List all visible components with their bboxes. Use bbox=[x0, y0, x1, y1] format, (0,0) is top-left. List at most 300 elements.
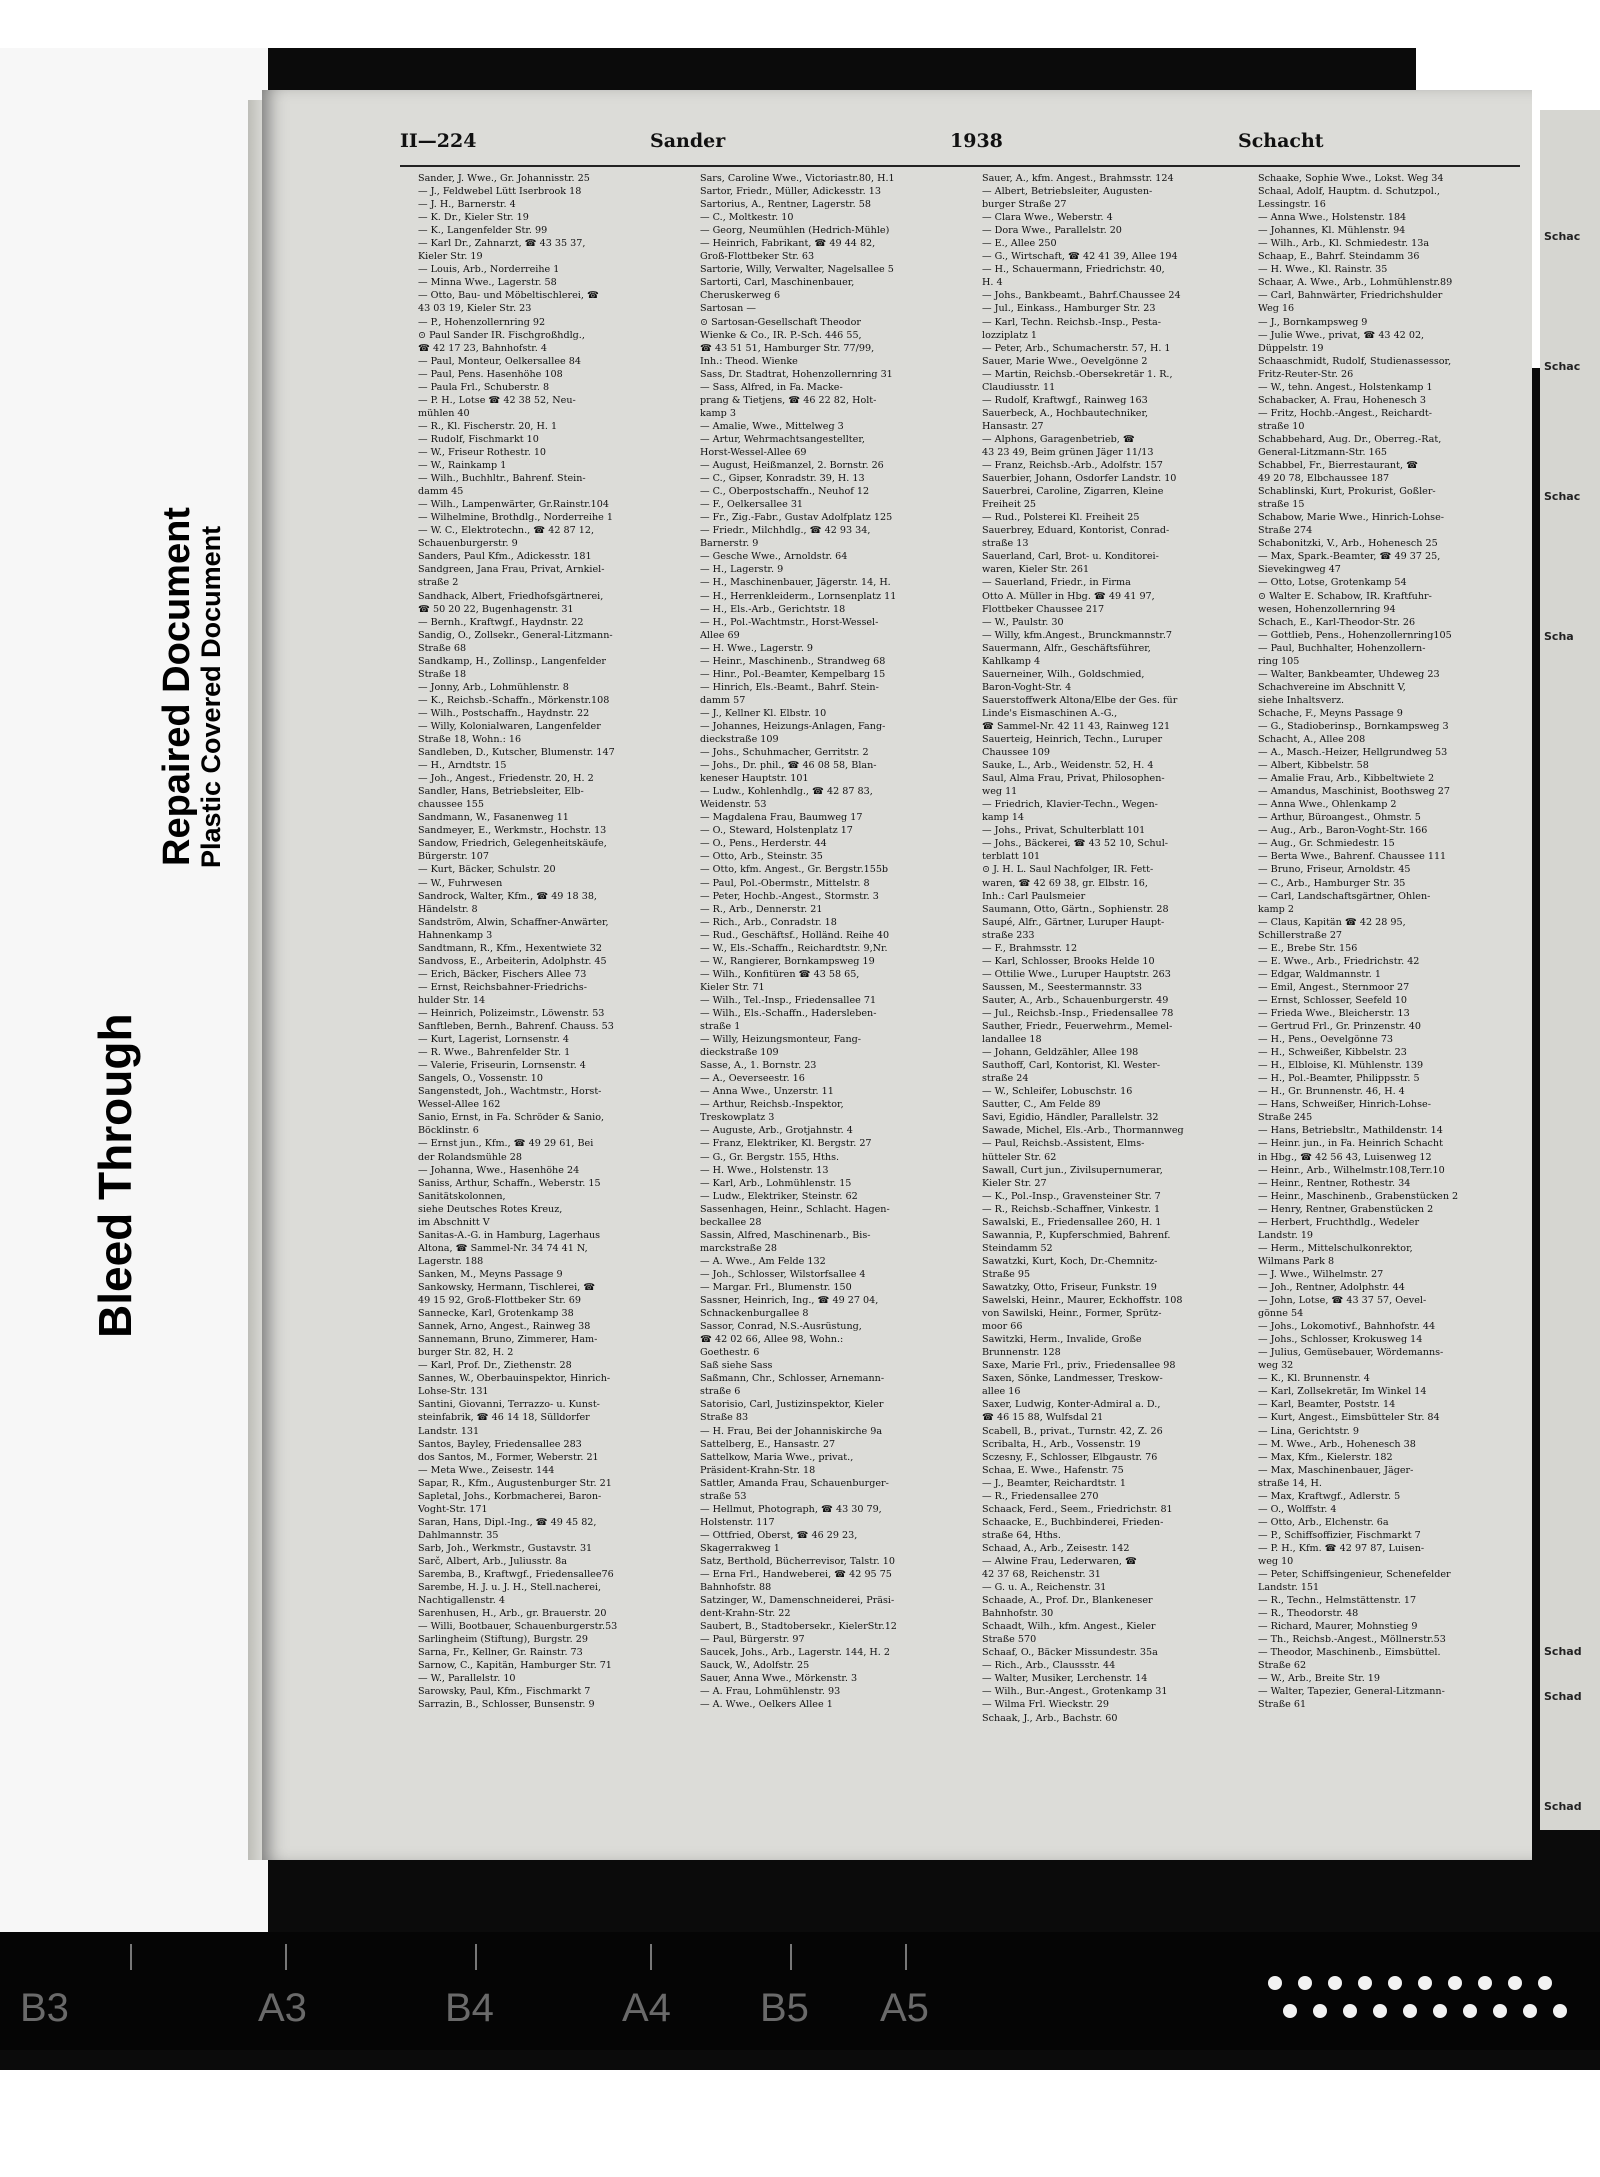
directory-entry-line: Sauther, Friedr., Feuerwehrm., Memel- bbox=[982, 1021, 1173, 1033]
directory-entry-line: Sangenstedt, Joh., Wachtmstr., Horst- bbox=[418, 1086, 602, 1098]
directory-entry-line: — Max, Kraftwgf., Adlerstr. 5 bbox=[1258, 1490, 1401, 1502]
directory-entry-line: — Fritz, Hochb.-Angest., Reichardt- bbox=[1258, 407, 1433, 419]
directory-entry-line: straße 6 bbox=[700, 1386, 741, 1398]
directory-entry-line: — Kurt, Angest., Eimsbütteler Str. 84 bbox=[1258, 1412, 1440, 1424]
directory-entry-line: — A. Wwe., Oelkers Allee 1 bbox=[700, 1699, 833, 1711]
directory-entry-line: Otto A. Müller in Hbg. ☎ 49 41 97, bbox=[982, 590, 1155, 602]
directory-entry-line: Altona, ☎ Sammel-Nr. 34 74 41 N, bbox=[418, 1242, 588, 1254]
directory-entry-line: — Willy, kfm.Angest., Brunckmannstr.7 bbox=[982, 629, 1172, 641]
directory-entry-line: Sapletal, Johs., Korbmacherei, Baron- bbox=[418, 1490, 602, 1502]
directory-entry-line: Schnackenburgallee 8 bbox=[700, 1308, 809, 1320]
directory-entry-line: — Heinr., Maschinenb., Strandweg 68 bbox=[700, 655, 886, 667]
ruler-tick bbox=[790, 1944, 792, 1970]
directory-entry-line: — Paul, Reichsb.-Assistent, Elms- bbox=[982, 1138, 1145, 1150]
directory-entry-line: ☎ 42 17 23, Bahnhofstr. 4 bbox=[418, 342, 547, 354]
directory-entry-line: siehe Deutsches Rotes Kreuz, bbox=[418, 1203, 563, 1215]
directory-entry-line: ring 105 bbox=[1258, 655, 1300, 667]
directory-entry-line: lozziplatz 1 bbox=[982, 329, 1038, 341]
directory-entry-line: — Sauerland, Friedr., in Firma bbox=[982, 577, 1131, 589]
directory-entry-line: — Ernst jun., Kfm., ☎ 49 29 61, Bei bbox=[418, 1138, 594, 1150]
directory-entry-line: — K., Kl. Brunnenstr. 4 bbox=[1258, 1373, 1370, 1385]
next-page-word: Schac bbox=[1544, 490, 1581, 503]
directory-entry-line: Sander, J. Wwe., Gr. Johannisstr. 25 bbox=[418, 173, 590, 184]
directory-entry-line: — Heinr., Maschinenb., Grabenstücken 2 bbox=[1258, 1190, 1459, 1202]
directory-entry-line: — H. Wwe., Kl. Rainstr. 35 bbox=[1258, 264, 1388, 276]
directory-entry-line: — G. u. A., Reichenstr. 31 bbox=[982, 1582, 1107, 1594]
directory-entry-line: Händelstr. 8 bbox=[418, 903, 478, 915]
directory-entry-line: — G., Gr. Bergstr. 155, Hths. bbox=[700, 1151, 840, 1163]
directory-entry-line: — H., Schauermann, Friedrichstr. 40, bbox=[982, 264, 1165, 276]
directory-entry-line: — Herbert, Fruchthdlg., Wedeler bbox=[1258, 1216, 1420, 1228]
directory-entry-line: Sawatzki, Kurt, Koch, Dr.-Chemnitz- bbox=[982, 1255, 1158, 1267]
directory-entry-line: Sandtmann, R., Kfm., Hexentwiete 32 bbox=[418, 942, 602, 954]
directory-entry-line: Sartorti, Carl, Maschinenbauer, bbox=[700, 277, 855, 289]
directory-entry-line: — Johs., Schuhmacher, Gerritstr. 2 bbox=[700, 747, 869, 759]
directory-entry-line: — Peter, Hochb.-Angest., Stormstr. 3 bbox=[700, 890, 879, 902]
directory-entry-line: Sauer, A., kfm. Angest., Brahmsstr. 124 bbox=[982, 173, 1174, 184]
directory-entry-line: — Otto, Arb., Elchenstr. 6a bbox=[1258, 1516, 1389, 1528]
directory-entry-line: — Walter, Tapezier, General-Litzmann- bbox=[1258, 1686, 1445, 1698]
directory-entry-line: — Theodor, Maschinenb., Eimsbüttel. bbox=[1258, 1647, 1441, 1659]
directory-entry-line: — Jul., Einkass., Hamburger Str. 23 bbox=[982, 303, 1156, 315]
directory-entry-line: Sartor, Friedr., Müller, Adickesstr. 13 bbox=[700, 186, 881, 198]
directory-entry-line: — A., Masch.-Heizer, Hellgrundweg 53 bbox=[1258, 747, 1448, 759]
directory-entry-line: Saumann, Otto, Gärtn., Sophienstr. 28 bbox=[982, 903, 1169, 915]
directory-entry-line: — Gertrud Frl., Gr. Prinzenstr. 40 bbox=[1258, 1021, 1421, 1033]
directory-entry-line: Straße 274 bbox=[1258, 525, 1313, 537]
directory-entry-line: Lagerstr. 188 bbox=[418, 1255, 484, 1267]
directory-entry-line: — H., Pol.-Beamter, Philippsstr. 5 bbox=[1258, 1073, 1420, 1085]
directory-entry-line: — O., Wolffstr. 4 bbox=[1258, 1503, 1337, 1515]
directory-entry-line: — Jonny, Arb., Lohmühlenstr. 8 bbox=[418, 681, 569, 693]
directory-entry-line: Sanio, Ernst, in Fa. Schröder & Sanio, bbox=[418, 1112, 605, 1124]
directory-entry-line: 49 15 92, Groß-Flottbeker Str. 69 bbox=[418, 1295, 581, 1307]
directory-entry-line: Sauerstoffwerk Altona/Elbe der Ges. für bbox=[982, 694, 1178, 706]
directory-entry-line: straße 14, H. bbox=[1258, 1477, 1322, 1489]
directory-entry-line: — Walter, Bankbeamter, Uhdeweg 23 bbox=[1258, 668, 1440, 680]
ruler-label: A5 bbox=[880, 1986, 929, 2030]
directory-entry-line: Saxer, Ludwig, Konter-Admiral a. D., bbox=[982, 1399, 1161, 1411]
directory-entry-line: — Karl, Techn. Reichsb.-Insp., Pesta- bbox=[982, 316, 1161, 328]
directory-entry-line: Sievekingweg 47 bbox=[1258, 564, 1341, 576]
directory-entry-line: — Otto, Arb., Steinstr. 35 bbox=[700, 851, 823, 863]
next-page-word: Scha bbox=[1544, 630, 1574, 643]
directory-entry-line: — Wilhelmine, Brothdlg., Norderreihe 1 bbox=[418, 512, 613, 524]
directory-entry-line: — Alphons, Garagenbetrieb, ☎ bbox=[982, 433, 1135, 445]
directory-entry-line: Sandvoss, E., Arbeiterin, Adolphstr. 45 bbox=[418, 955, 607, 967]
directory-entry-line: ⊙ J. H. L. Saul Nachfolger, IR. Fett- bbox=[982, 864, 1154, 876]
directory-entry-line: Schaack, Ferd., Seem., Friedrichstr. 81 bbox=[982, 1503, 1173, 1515]
directory-entry-line: — W., Els.-Schaffn., Reichardtstr. 9,Nr. bbox=[700, 942, 888, 954]
directory-entry-line: Wilmans Park 8 bbox=[1258, 1255, 1335, 1267]
directory-entry-line: Schaad, A., Arb., Zeisestr. 142 bbox=[982, 1542, 1130, 1554]
directory-entry-line: Dahlmannstr. 35 bbox=[418, 1529, 499, 1541]
directory-entry-line: Sarb, Joh., Werkmstr., Gustavstr. 31 bbox=[418, 1542, 593, 1554]
directory-entry-line: Sarembe, H. J. u. J. H., Stell.nacherei, bbox=[418, 1582, 602, 1594]
directory-entry-line: — Berta Wwe., Bahrenf. Chaussee 111 bbox=[1258, 851, 1447, 863]
directory-entry-line: — Johannes, Heizungs-Anlagen, Fang- bbox=[700, 720, 886, 732]
directory-entry-line: — Peter, Arb., Schumacherstr. 57, H. 1 bbox=[982, 342, 1171, 354]
directory-entry-line: Landstr. 19 bbox=[1258, 1229, 1314, 1241]
directory-entry-line: — Henry, Rentner, Grabenstücken 2 bbox=[1258, 1203, 1434, 1215]
directory-entry-line: Kahlkamp 4 bbox=[982, 655, 1041, 667]
directory-entry-line: Sangels, O., Vossenstr. 10 bbox=[418, 1073, 543, 1085]
directory-entry-line: wesen, Hohenzollernring 94 bbox=[1258, 603, 1396, 615]
directory-entry-line: — Georg, Neumühlen (Hedrich-Mühle) bbox=[700, 225, 890, 237]
repaired-document-label: Repaired Document bbox=[156, 507, 198, 866]
directory-entry-line: — K. Dr., Kieler Str. 19 bbox=[418, 212, 529, 224]
directory-entry-line: Sannemann, Bruno, Zimmerer, Ham- bbox=[418, 1334, 598, 1346]
directory-entry-line: — Amalie, Wwe., Mittelweg 3 bbox=[700, 420, 844, 432]
directory-entry-line: Schaacke, E., Buchbinderei, Frieden- bbox=[982, 1516, 1164, 1528]
directory-entry-line: — Ottfried, Oberst, ☎ 46 29 23, bbox=[700, 1529, 858, 1541]
directory-entry-line: — Th., Reichsb.-Angest., Möllnerstr.53 bbox=[1258, 1634, 1446, 1646]
directory-entry-line: — W., Paulstr. 30 bbox=[982, 616, 1064, 628]
directory-entry-line: Hansastr. 27 bbox=[982, 420, 1044, 432]
directory-entry-line: — Ludw., Kohlenhdlg., ☎ 42 87 83, bbox=[700, 786, 873, 798]
directory-entry-line: Sannecke, Karl, Grotenkamp 38 bbox=[418, 1308, 574, 1320]
directory-entry-line: — Heinrich, Polizeimstr., Löwenstr. 53 bbox=[418, 1008, 605, 1019]
directory-entry-line: Straße 68 bbox=[418, 642, 467, 654]
directory-entry-line: Nachtigallenstr. 4 bbox=[418, 1595, 505, 1607]
directory-entry-line: beckallee 28 bbox=[700, 1216, 762, 1228]
directory-entry-line: Bahnhofstr. 30 bbox=[982, 1608, 1054, 1620]
directory-entry-line: Bahnhofstr. 88 bbox=[700, 1582, 772, 1594]
next-page-fragment bbox=[1540, 110, 1600, 1830]
next-page-word: Schad bbox=[1544, 1690, 1582, 1703]
color-target-dots bbox=[1258, 1970, 1588, 2030]
directory-entry-line: — H., Pens., Oevelgönne 73 bbox=[1258, 1034, 1394, 1046]
directory-entry-line: — Lina, Gerichtstr. 9 bbox=[1258, 1425, 1359, 1437]
directory-entry-line: — R., Kl. Fischerstr. 20, H. 1 bbox=[418, 420, 558, 432]
directory-entry-line: — Erna Frl., Handweberei, ☎ 42 95 75 bbox=[700, 1569, 892, 1581]
directory-entry-line: Fritz-Reuter-Str. 26 bbox=[1258, 368, 1354, 380]
directory-entry-line: Barnerstr. 9 bbox=[700, 538, 759, 550]
directory-entry-line: Holstenstr. 117 bbox=[700, 1516, 775, 1528]
directory-entry-line: — Hellmut, Photograph, ☎ 43 30 79, bbox=[700, 1503, 882, 1515]
directory-entry-line: — Wilh., Arb., Kl. Schmiedestr. 13a bbox=[1258, 238, 1430, 250]
directory-entry-line: Sawall, Curt jun., Zivilsupernumerar, bbox=[982, 1164, 1163, 1176]
directory-entry-line: Sasse, A., 1. Bornstr. 23 bbox=[700, 1060, 817, 1072]
directory-entry-line: — Max, Spark.-Beamter, ☎ 49 37 25, bbox=[1258, 551, 1441, 563]
directory-entry-line: Sawade, Michel, Els.-Arb., Thormannweg bbox=[982, 1125, 1184, 1137]
directory-entry-line: — Paul, Bürgerstr. 97 bbox=[700, 1634, 805, 1646]
directory-entry-line: straße 64, Hths. bbox=[982, 1529, 1061, 1541]
directory-entry-line: — J., Kellner Kl. Elbstr. 10 bbox=[700, 707, 827, 719]
directory-entry-line: — Wilh., Buchhltr., Bahrenf. Stein- bbox=[418, 473, 586, 485]
directory-entry-line: Saupé, Alfr., Gärtner, Luruper Haupt- bbox=[982, 916, 1165, 928]
directory-entry-line: Goethestr. 6 bbox=[700, 1347, 760, 1359]
directory-entry-line: — Johs., Dr. phil., ☎ 46 08 58, Blan- bbox=[700, 760, 877, 772]
ruler-tick bbox=[650, 1944, 652, 1970]
directory-entry-line: — Kurt, Bäcker, Schulstr. 20 bbox=[418, 864, 556, 876]
directory-entry-line: Hahnenkamp 3 bbox=[418, 929, 493, 941]
directory-entry-line: ☎ 43 51 51, Hamburger Str. 77/99, bbox=[700, 342, 875, 354]
condition-labels bbox=[88, 378, 288, 1358]
directory-entry-line: — W., Rangierer, Bornkampsweg 19 bbox=[700, 955, 875, 967]
directory-entry-line: Scabell, B., privat., Turnstr. 42, Z. 26 bbox=[982, 1425, 1163, 1437]
directory-entry-line: Sassin, Alfred, Maschinenarb., Bis- bbox=[700, 1229, 871, 1241]
directory-entry-line: — Artur, Wehrmachtsangestellter, bbox=[700, 433, 865, 445]
page-number: II—224 bbox=[400, 130, 477, 152]
directory-entry-line: — Rich., Arb., Conradstr. 18 bbox=[700, 916, 837, 928]
directory-entry-line: ☎ Sammel-Nr. 42 11 43, Rainweg 121 bbox=[982, 720, 1171, 732]
directory-entry-line: — H., Herrenkleiderm., Lornsenplatz 11 bbox=[700, 590, 897, 602]
directory-entry-line: — W. C., Elektrotechn., ☎ 42 87 12, bbox=[418, 525, 595, 537]
directory-entry-line: — W., Fuhrwesen bbox=[418, 877, 503, 889]
directory-entry-line: — H., Lagerstr. 9 bbox=[700, 564, 784, 576]
directory-entry-line: — Otto, Lotse, Grotenkamp 54 bbox=[1258, 577, 1407, 589]
directory-entry-line: Schach, E., Karl-Theodor-Str. 26 bbox=[1258, 616, 1416, 628]
directory-entry-line: — Friedr., Milchhdlg., ☎ 42 93 34, bbox=[700, 525, 871, 537]
directory-entry-line: — Johannes, Kl. Mühlenstr. 94 bbox=[1258, 225, 1406, 237]
directory-entry-line: Sawatzky, Otto, Friseur, Funkstr. 19 bbox=[982, 1281, 1157, 1293]
directory-entry-line: — Arthur, Büroangest., Ohmstr. 5 bbox=[1258, 812, 1421, 824]
directory-entry-line: Kieler Str. 71 bbox=[700, 981, 765, 993]
directory-entry-line: Straße 83 bbox=[700, 1412, 749, 1424]
directory-entry-line: — G., Wirtschaft, ☎ 42 41 39, Allee 194 bbox=[982, 251, 1178, 263]
directory-entry-line: Landstr. 151 bbox=[1258, 1582, 1320, 1594]
directory-entry-line: Sars, Caroline Wwe., Victoriastr.80, H.1 bbox=[700, 173, 895, 184]
directory-entry-line: Inh.: Theod. Wienke bbox=[700, 355, 798, 367]
directory-entry-line: waren, Kieler Str. 261 bbox=[982, 564, 1090, 576]
directory-entry-line: Saubert, B., Stadtobersekr., KielerStr.12 bbox=[700, 1621, 897, 1633]
directory-entry-line: — H., Arndtstr. 15 bbox=[418, 760, 507, 772]
directory-entry-line: Schaar, A. Wwe., Arb., Lohmühlenstr.89 bbox=[1258, 277, 1453, 289]
directory-entry-line: — Wilh., Bur.-Angest., Grotenkamp 31 bbox=[982, 1686, 1168, 1698]
directory-entry-line: — Fr., Zig.-Fabr., Gustav Adolfplatz 125 bbox=[700, 512, 893, 524]
directory-entry-line: Saran, Hans, Dipl.-Ing., ☎ 49 45 82, bbox=[418, 1516, 597, 1528]
ruler-label: B4 bbox=[445, 1986, 494, 2030]
directory-entry-line: — Johann, Geldzähler, Allee 198 bbox=[982, 1047, 1139, 1059]
directory-entry-line: — Carl, Landschaftsgärtner, Ohlen- bbox=[1258, 890, 1431, 902]
directory-entry-line: Sass, Dr. Stadtrat, Hohenzollernring 31 bbox=[700, 368, 893, 380]
directory-entry-line: kamp 2 bbox=[1258, 903, 1294, 915]
directory-entry-line: — Wilh., Lampenwärter, Gr.Rainstr.104 bbox=[418, 499, 609, 511]
directory-entry-line: — Richard, Maurer, Mohnstieg 9 bbox=[1258, 1621, 1418, 1633]
directory-entry-line: Sauerbeck, A., Hochbautechniker, bbox=[982, 407, 1149, 419]
directory-entry-line: Sankowsky, Hermann, Tischlerei, ☎ bbox=[418, 1281, 596, 1293]
directory-entry-line: Schillerstraße 27 bbox=[1258, 929, 1343, 941]
directory-entry-line: — J., Feldwebel Lütt Iserbrook 18 bbox=[418, 186, 582, 198]
directory-entry-line: — Clara Wwe., Weberstr. 4 bbox=[982, 212, 1113, 224]
directory-entry-line: Flottbeker Chaussee 217 bbox=[982, 603, 1105, 615]
directory-entry-line: — C., Oberpostschaffn., Neuhof 12 bbox=[700, 486, 870, 498]
directory-entry-line: Sarrazin, B., Schlosser, Bunsenstr. 9 bbox=[418, 1699, 595, 1711]
directory-entry-line: — Anna Wwe., Ohlenkamp 2 bbox=[1258, 799, 1397, 811]
directory-entry-line: ⊙ Paul Sander IR. Fischgroßhdlg., bbox=[418, 329, 585, 341]
directory-entry-line: Sandrock, Walter, Kfm., ☎ 49 18 38, bbox=[418, 890, 597, 902]
directory-entry-line: Straße 61 bbox=[1258, 1699, 1307, 1711]
directory-entry-line: Präsident-Krahn-Str. 18 bbox=[700, 1464, 816, 1476]
directory-entry-line: — Ernst, Schlosser, Seefeld 10 bbox=[1258, 994, 1408, 1006]
directory-entry-line: 43 03 19, Kieler Str. 23 bbox=[418, 303, 532, 315]
directory-entry-line: Schabbel, Fr., Bierrestaurant, ☎ bbox=[1258, 460, 1419, 472]
directory-entry-line: ⊙ Sartosan-Gesellschaft Theodor bbox=[700, 316, 861, 328]
directory-entry-line: Sanftleben, Bernh., Bahrenf. Chauss. 53 bbox=[418, 1021, 614, 1033]
directory-entry-line: — Karl, Beamter, Poststr. 14 bbox=[1258, 1399, 1396, 1411]
directory-entry-line: landallee 18 bbox=[982, 1034, 1042, 1046]
directory-entry-line: Sawannia, P., Kupferschmied, Bahrenf. bbox=[982, 1229, 1171, 1241]
directory-entry-line: — Heinr. jun., in Fa. Heinrich Schacht bbox=[1258, 1138, 1443, 1150]
directory-entry-line: Claudiusstr. 11 bbox=[982, 381, 1056, 393]
directory-entry-line: mühlen 40 bbox=[418, 407, 470, 419]
directory-entry-line: — P. H., Kfm. ☎ 42 97 87, Luisen- bbox=[1258, 1542, 1425, 1554]
directory-entry-line: Sartorie, Willy, Verwalter, Nagelsallee 5 bbox=[700, 264, 894, 276]
directory-entry-line: Sandmann, W., Fasanenweg 11 bbox=[418, 812, 569, 824]
directory-entry-line: weg 32 bbox=[1258, 1360, 1294, 1372]
directory-entry-line: Schablinski, Kurt, Prokurist, Goßler- bbox=[1258, 486, 1436, 498]
directory-entry-line: in Hbg., ☎ 42 56 43, Luisenweg 12 bbox=[1258, 1151, 1432, 1163]
directory-entry-line: ⊙ Walter E. Schabow, IR. Kraftfuhr- bbox=[1258, 590, 1432, 602]
directory-entry-line: Straße 18, Wohn.: 16 bbox=[418, 734, 522, 746]
directory-entry-line: — Kurt, Lagerist, Lornsenstr. 4 bbox=[418, 1034, 569, 1046]
directory-entry-line: Saßmann, Chr., Schlosser, Arnemann- bbox=[700, 1373, 885, 1385]
ruler-tick bbox=[475, 1944, 477, 1970]
entry-column-1 bbox=[418, 172, 698, 1712]
directory-entry-line: hütteler Str. 62 bbox=[982, 1151, 1057, 1163]
directory-entry-line: — Aug., Arb., Baron-Voght-Str. 166 bbox=[1258, 825, 1428, 837]
plastic-covered-label: Plastic Covered Document bbox=[196, 525, 226, 868]
directory-entry-line: Saucek, Johs., Arb., Lagerstr. 144, H. 2 bbox=[700, 1647, 890, 1659]
ruler-label: B5 bbox=[760, 1986, 809, 2030]
directory-entry-line: — Otto, Bau- und Möbeltischlerei, ☎ bbox=[418, 290, 599, 302]
directory-entry-line: — Wilh., Els.-Schaffn., Hadersleben- bbox=[700, 1008, 877, 1019]
directory-entry-line: — A. Frau, Lohmühlenstr. 93 bbox=[700, 1686, 841, 1698]
directory-entry-line: — C., Gipser, Konradstr. 39, H. 13 bbox=[700, 473, 865, 485]
directory-entry-line: Sandström, Alwin, Schaffner-Anwärter, bbox=[418, 916, 609, 928]
directory-entry-line: weg 10 bbox=[1258, 1555, 1294, 1567]
directory-entry-line: — Ottilie Wwe., Luruper Hauptstr. 263 bbox=[982, 968, 1171, 980]
directory-entry-line: damm 57 bbox=[700, 694, 746, 706]
directory-entry-line: — Auguste, Arb., Grotjahnstr. 4 bbox=[700, 1125, 853, 1137]
directory-entry-line: — Minna Wwe., Lagerstr. 58 bbox=[418, 277, 557, 289]
directory-entry-line: — Hans, Betriebsltr., Mathildenstr. 14 bbox=[1258, 1125, 1443, 1137]
bleed-through-label: Bleed Through bbox=[89, 1013, 141, 1338]
directory-entry-line: — O., Steward, Holstenplatz 17 bbox=[700, 825, 853, 837]
directory-entry-line: Sauerland, Carl, Brot- u. Konditorei- bbox=[982, 551, 1159, 563]
directory-entry-line: straße 15 bbox=[1258, 499, 1305, 511]
directory-entry-line: Schaa, E. Wwe., Hafenstr. 75 bbox=[982, 1464, 1124, 1476]
ruler-tick bbox=[130, 1944, 132, 1970]
ruler-label: A4 bbox=[622, 1986, 671, 2030]
directory-entry-line: — Joh., Angest., Friedenstr. 20, H. 2 bbox=[418, 773, 594, 785]
directory-entry-line: straße 2 bbox=[418, 577, 459, 589]
directory-entry-line: Sandow, Friedrich, Gelegenheitskäufe, bbox=[418, 838, 607, 850]
directory-entry-line: burger Str. 82, H. 2 bbox=[418, 1347, 514, 1359]
directory-entry-line: — Willy, Heizungsmonteur, Fang- bbox=[700, 1034, 862, 1046]
entry-column-3 bbox=[982, 172, 1262, 1725]
directory-entry-line: — Johanna, Wwe., Hasenhöhe 24 bbox=[418, 1164, 580, 1176]
directory-entry-line: — E., Brebe Str. 156 bbox=[1258, 942, 1358, 954]
directory-entry-line: Sandmeyer, E., Werkmstr., Hochstr. 13 bbox=[418, 825, 607, 837]
directory-entry-line: — Wilh., Tel.-Insp., Friedensallee 71 bbox=[700, 994, 877, 1006]
directory-entry-line: dieckstraße 109 bbox=[700, 1047, 779, 1059]
directory-entry-line: — Hinrich, Els.-Beamt., Bahrf. Stein- bbox=[700, 681, 879, 693]
directory-entry-line: allee 16 bbox=[982, 1386, 1021, 1398]
directory-entry-line: Sandig, O., Zollsekr., General-Litzmann- bbox=[418, 629, 613, 641]
directory-entry-line: Sandgreen, Jana Frau, Privat, Arnkiel- bbox=[418, 564, 605, 576]
directory-entry-line: — Karl Dr., Zahnarzt, ☎ 43 35 37, bbox=[418, 238, 586, 250]
directory-entry-line: Sandkamp, H., Zollinsp., Langenfelder bbox=[418, 655, 607, 667]
directory-entry-line: Skagerrakweg 1 bbox=[700, 1542, 780, 1554]
directory-entry-line: Düppelstr. 19 bbox=[1258, 342, 1324, 354]
directory-entry-line: — R., Friedensallee 270 bbox=[982, 1490, 1099, 1502]
directory-entry-line: Sauke, L., Arb., Weidenstr. 52, H. 4 bbox=[982, 760, 1154, 772]
directory-entry-line: — Herm., Mittelschulkonrektor, bbox=[1258, 1242, 1413, 1254]
directory-entry-line: — Paul, Pol.-Obermstr., Mittelstr. 8 bbox=[700, 877, 870, 889]
directory-entry-line: — P., Hohenzollernring 92 bbox=[418, 316, 546, 328]
directory-entry-line: — H., Pol.-Wachtmstr., Horst-Wessel- bbox=[700, 616, 879, 628]
directory-entry-line: H. 4 bbox=[982, 277, 1003, 289]
directory-entry-line: 49 20 78, Elbchaussee 187 bbox=[1258, 473, 1390, 485]
directory-entry-line: Baron-Voght-Str. 4 bbox=[982, 681, 1072, 693]
directory-entry-line: Schachvereine im Abschnitt V, bbox=[1258, 681, 1406, 693]
directory-entry-line: Sauerbrey, Eduard, Kontorist, Conrad- bbox=[982, 525, 1170, 537]
directory-entry-line: Sarlingheim (Stiftung), Burgstr. 29 bbox=[418, 1634, 588, 1646]
directory-entry-line: — G., Stadioberinsp., Bornkampsweg 3 bbox=[1258, 720, 1449, 732]
directory-entry-line: — Otto, kfm. Angest., Gr. Bergstr.155b bbox=[700, 864, 889, 876]
directory-entry-line: — O., Pens., Herderstr. 44 bbox=[700, 838, 827, 850]
directory-entry-line: — Anna Wwe., Holstenstr. 184 bbox=[1258, 212, 1407, 224]
directory-entry-line: — R., Theodorstr. 48 bbox=[1258, 1608, 1359, 1620]
directory-entry-line: — H., Elbloise, Kl. Mühlenstr. 139 bbox=[1258, 1060, 1424, 1072]
directory-entry-line: — W., Rainkamp 1 bbox=[418, 460, 507, 472]
directory-entry-line: Bürgerstr. 107 bbox=[418, 851, 489, 863]
directory-entry-line: — Meta Wwe., Zeisestr. 144 bbox=[418, 1464, 555, 1476]
directory-entry-line: Saremba, B., Kraftwgf., Friedensallee76 bbox=[418, 1569, 614, 1581]
directory-entry-line: Satorisio, Carl, Justizinspektor, Kieler bbox=[700, 1399, 884, 1411]
directory-entry-line: Sarna, Fr., Kellner, Gr. Rainstr. 73 bbox=[418, 1647, 583, 1659]
directory-entry-line: — Johs., Privat, Schulterblatt 101 bbox=[982, 825, 1146, 837]
directory-entry-line: dent-Krahn-Str. 22 bbox=[700, 1608, 791, 1620]
header-first-name: Sander bbox=[650, 130, 726, 152]
directory-entry-line: terblatt 101 bbox=[982, 851, 1041, 863]
directory-entry-line: Saussen, M., Seestermannstr. 33 bbox=[982, 981, 1143, 993]
directory-entry-line: straße 53 bbox=[700, 1490, 747, 1502]
directory-entry-line: — Hans, Schweißer, Hinrich-Lohse- bbox=[1258, 1099, 1431, 1111]
directory-entry-line: Savi, Egidio, Händler, Parallelstr. 32 bbox=[982, 1112, 1159, 1124]
directory-entry-line: der Rolandsmühle 28 bbox=[418, 1151, 522, 1163]
directory-entry-line: ☎ 42 02 66, Allee 98, Wohn.: bbox=[700, 1334, 844, 1346]
directory-entry-line: — M. Wwe., Arb., Hohenesch 38 bbox=[1258, 1438, 1416, 1450]
directory-entry-line: — Max, Maschinenbauer, Jäger- bbox=[1258, 1464, 1414, 1476]
directory-entry-line: — A., Oeverseestr. 16 bbox=[700, 1073, 805, 1085]
directory-entry-line: Lohse-Str. 131 bbox=[418, 1386, 489, 1398]
directory-entry-line: — Karl, Prof. Dr., Ziethenstr. 28 bbox=[418, 1360, 572, 1372]
directory-entry-line: — Rud., Polsterei Kl. Freiheit 25 bbox=[982, 512, 1140, 524]
directory-entry-line: Sauerneiner, Wilh., Goldschmied, bbox=[982, 668, 1145, 680]
directory-entry-line: Sarenhusen, H., Arb., gr. Brauerstr. 20 bbox=[418, 1608, 607, 1620]
directory-entry-line: Steindamm 52 bbox=[982, 1242, 1053, 1254]
directory-entry-line: Straße 18 bbox=[418, 668, 467, 680]
directory-entry-line: Sassor, Conrad, N.S.-Ausrüstung, bbox=[700, 1321, 862, 1333]
directory-entry-line: Sauerteig, Heinrich, Techn., Luruper bbox=[982, 734, 1163, 746]
directory-entry-line: Sczesny, F., Schlosser, Elbgaustr. 76 bbox=[982, 1451, 1158, 1463]
directory-entry-line: Sattelkow, Maria Wwe., privat., bbox=[700, 1451, 854, 1463]
directory-entry-line: Saniss, Arthur, Schaffn., Weberstr. 15 bbox=[418, 1177, 601, 1189]
directory-entry-line: ☎ 50 20 22, Bugenhagenstr. 31 bbox=[418, 603, 574, 615]
directory-entry-line: Sanitätskolonnen, bbox=[418, 1190, 506, 1202]
directory-entry-line: — Aug., Gr. Schmiedestr. 15 bbox=[1258, 838, 1395, 850]
directory-entry-line: — Gottlieb, Pens., Hohenzollernring105 bbox=[1258, 629, 1452, 641]
directory-entry-line: Sauerbrei, Caroline, Zigarren, Kleine bbox=[982, 486, 1164, 498]
directory-entry-line: — Albert, Kibbelstr. 58 bbox=[1258, 760, 1369, 772]
directory-entry-line: — Martin, Reichsb.-Obersekretär 1. R., bbox=[982, 368, 1173, 380]
directory-entry-line: marckstraße 28 bbox=[700, 1242, 778, 1254]
directory-entry-line: — Willi, Bootbauer, Schauenburgerstr.53 bbox=[418, 1621, 618, 1633]
ruler-tick bbox=[905, 1944, 907, 1970]
